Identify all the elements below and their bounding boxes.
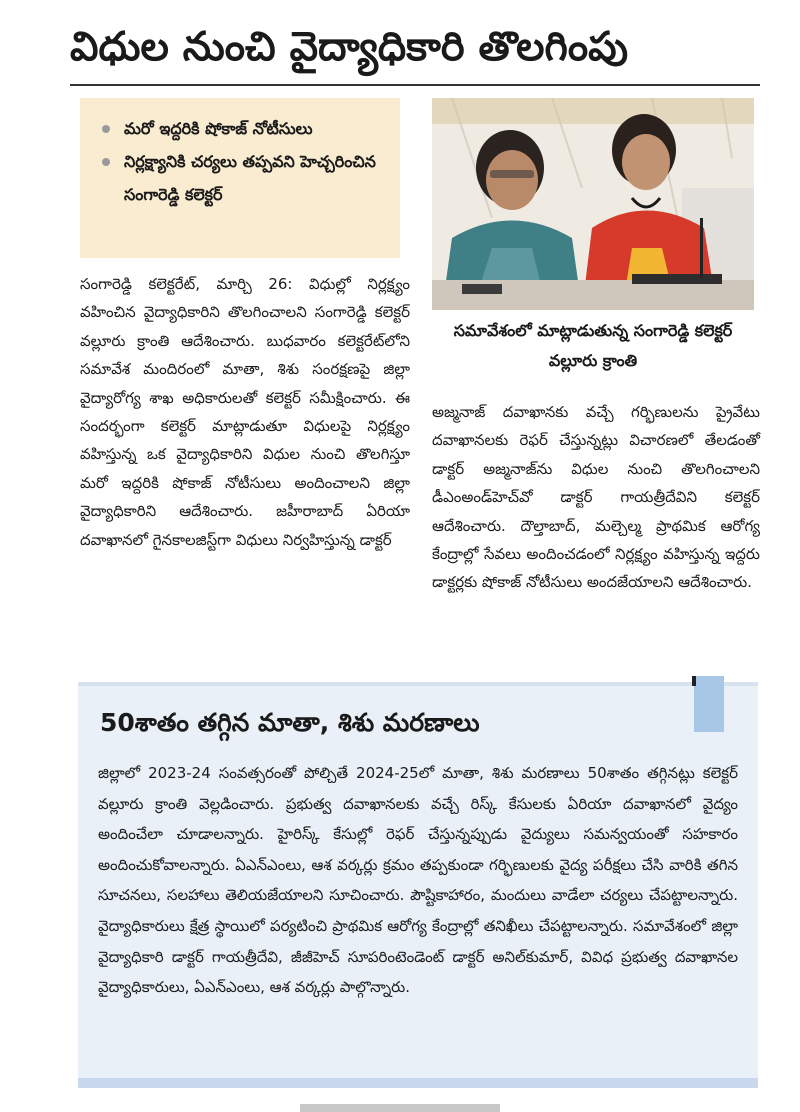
photo-caption: సమావేశంలో మాట్లాడుతున్న సంగారెడ్డి కలెక్టర్ వల్లూరు క్రాంతి	[453, 321, 733, 370]
article-text-right: అజ్మనాజ్ దవాఖానకు వచ్చే గర్భిణులను ప్రైవేటు దవాఖానలకు రెఫర్ చేస్తున్నట్లు విచారణలో తేలడంతో డాక్టర్ అజ్మనాజ్‌ను విధుల నుంచి తొలగించాలని డీఎంఅండ్‌హెచ్‌వో డాక్టర్ గాయత్రీదేవిని కలెక్టర్ ఆదేశించారు. దౌల్తాబాద్, మల్చెల్మ ప్రాథమిక ఆరోగ్య కేంద్రాల్లో సేవలు అందించడంలో నిర్లక్ష్యం వహిస్తున్న ఇద్దరు డాక్టర్లకు షోకాజ్ నోటీసులు అందజేయాలని ఆదేశించారు.	[432, 403, 760, 592]
box-title: 50శాతం తగ్గిన మాతా, శిశు మరణాలు	[100, 708, 480, 737]
box-text: జిల్లాలో 2023-24 సంవత్సరంతో పోల్చితే 2024-25లో మాతా, శిశు మరణాలు 50శాతం తగ్గినట్లు కలెక్టర్ వల్లూరు క్రాంతి వెల్లడించారు. ప్రభుత్వ దవాఖానలకు వచ్చే రిస్క్ కేసులకు ఏరియా దవాఖానలో వైద్యం అందించేలా చూడాలన్నారు. హైరిస్క్ కేసుల్లో రెఫర్ చేస్తున్నప్పుడు వైద్యులు సమన్వయంతో సహకారం అందించుకోవాలన్నారు. ఏఎన్‌ఎంలు, ఆశ వర్కర్లు క్రమం తప్పకుండా గర్భిణులకు వైద్య పరీక్షలు చేసి వారికి తగిన సూచనలు, సలహాలు తెలియజేయాలని సూచించారు. పౌష్టికాహారం, మందులు వాడేలా చర్యలు చేపట్టాలన్నారు. వైద్యాధికారులు క్షేత్ర స్థాయిలో పర్యటించి ప్రాథమిక ఆరోగ్య కేంద్రాల్లో తనిఖీలు చేపట్టాలన్నారు. సమావేశంలో జిల్లా వైద్యాధికారి డాక్టర్ గాయత్రీదేవి, జీజీహెచ్ సూపరింటెండెంట్ డాక్టర్ అనిల్‌కుమార్, వివిధ ప్రభుత్వ దవాఖానల వైద్యాధికారులు, ఏఎన్‌ఎంలు, ఆశ వర్కర్లు పాల్గొన్నారు.	[98, 764, 738, 997]
box-marker-tick	[692, 676, 696, 686]
highlight-item	[98, 112, 390, 145]
bullet-dot-icon	[102, 125, 110, 133]
highlights-box	[80, 98, 400, 258]
highlight-text: మరో ఇద్దరికి షోకాజ్ నోటీసులు	[124, 119, 313, 138]
highlight-item	[98, 145, 390, 211]
article-photo	[432, 98, 754, 310]
headline: విధుల నుంచి వైద్యాధికారి తొలగింపు	[70, 24, 629, 70]
headline-rule	[70, 84, 760, 86]
photo-illustration	[432, 98, 754, 310]
article-text-left: సంగారెడ్డి కలెక్టరేట్, మార్చి 26: విధుల్లో నిర్లక్ష్యం వహించిన వైద్యాధికారిని తొలగించాలని సంగారెడ్డి కలెక్టర్ వల్లూరు క్రాంతి ఆదేశించారు. బుధవారం కలెక్టరేట్‌లోని సమావేశ మందిరంలో మాతా, శిశు సంరక్షణపై జిల్లా వైద్యారోగ్య శాఖ అధికారులతో కలెక్టర్ సమీక్షించారు. ఈ సందర్భంగా కలెక్టర్ మాట్లాడుతూ విధులపై నిర్లక్ష్యం వహిస్తున్న ఒక వైద్యాధికారిని విధుల నుంచి తొలగిస్తూ మరో ఇద్దరికి షోకాజ్ నోటీసులు అందించాలని జిల్లా వైద్యాధికారిని ఆదేశించారు. జహీరాబాద్ ఏరియా దవాఖానలో గైనకాలజిస్ట్‌గా విధులు నిర్వహిస్తున్న డాక్టర్	[80, 275, 410, 549]
box-bottom-bar	[78, 1078, 758, 1088]
highlight-text: నిర్లక్ష్యానికి చర్యలు తప్పవని హెచ్చరించిన సంగారెడ్డి కలెక్టర్	[124, 152, 376, 204]
next-article-snippet	[300, 1104, 500, 1112]
highlights-list	[80, 98, 400, 211]
bullet-dot-icon	[102, 158, 110, 166]
